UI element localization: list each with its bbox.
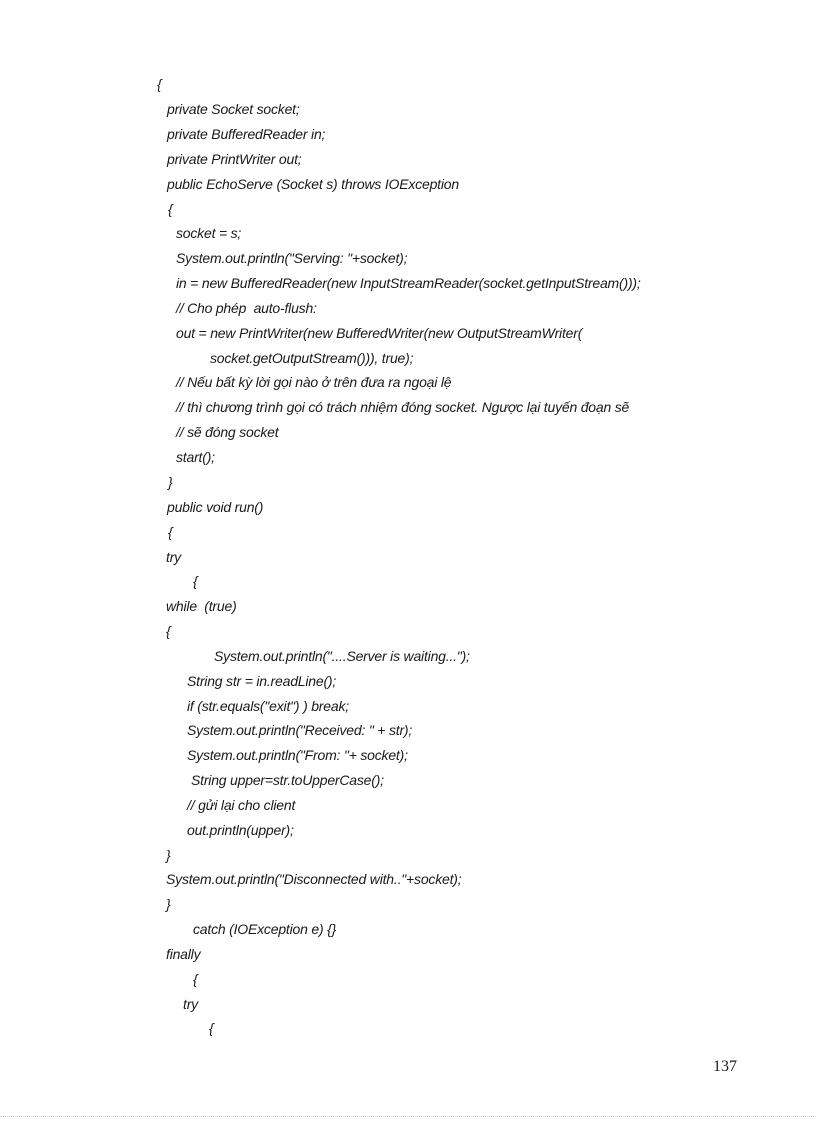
code-line: start(); <box>176 449 215 465</box>
code-line: finally <box>166 946 201 962</box>
code-line: { <box>209 1020 214 1036</box>
code-line: // thì chương trình gọi có trách nhiệm đóng socket. Ngược lại tuyến đoạn sẽ <box>176 399 630 415</box>
code-line: System.out.println("Disconnected with.."+socket); <box>166 871 462 887</box>
code-line: { <box>168 524 173 540</box>
code-line: catch (IOException e) {} <box>193 921 337 937</box>
code-line: { <box>193 971 198 987</box>
code-line: } <box>166 847 171 863</box>
code-line: public EchoServe (Socket s) throws IOException <box>167 176 459 192</box>
code-line: in = new BufferedReader(new InputStreamReader(socket.getInputStream())); <box>176 275 641 291</box>
code-line: private Socket socket; <box>167 101 300 117</box>
code-line: { <box>166 623 171 639</box>
code-line: public void run() <box>167 499 264 515</box>
code-line: String str = in.readLine(); <box>187 673 337 689</box>
code-line: String upper=str.toUpperCase(); <box>191 772 384 788</box>
page-bottom-divider <box>0 1116 816 1117</box>
code-line: // Nếu bất kỳ lời gọi nào ở trên đưa ra ngoại lệ <box>176 374 452 390</box>
code-line: System.out.println("Received: " + str); <box>187 722 413 738</box>
code-line: { <box>157 76 162 92</box>
code-line: out.println(upper); <box>187 822 294 838</box>
code-line: // Cho phép auto-flush: <box>176 300 317 316</box>
code-line: socket = s; <box>176 225 242 241</box>
code-line: if (str.equals("exit") ) break; <box>187 698 349 714</box>
code-line: { <box>193 573 198 589</box>
code-line: socket.getOutputStream())), true); <box>210 350 414 366</box>
code-line: private BufferedReader in; <box>167 126 326 142</box>
page-number: 137 <box>713 1058 737 1075</box>
code-line: System.out.println("....Server is waiting..."); <box>214 648 470 664</box>
code-line: System.out.println("Serving: "+socket); <box>176 250 408 266</box>
code-line: } <box>166 896 171 912</box>
code-line: // sẽ đóng socket <box>176 424 279 440</box>
code-line: while (true) <box>166 598 237 614</box>
code-line: private PrintWriter out; <box>167 151 302 167</box>
code-line: System.out.println("From: "+ socket); <box>187 747 408 763</box>
code-line: out = new PrintWriter(new BufferedWriter(new OutputStreamWriter( <box>176 325 583 341</box>
code-line: try <box>166 549 181 565</box>
code-line: { <box>168 201 173 217</box>
code-line: } <box>168 474 173 490</box>
code-line: // gửi lại cho client <box>187 797 296 813</box>
code-line: try <box>183 996 198 1012</box>
